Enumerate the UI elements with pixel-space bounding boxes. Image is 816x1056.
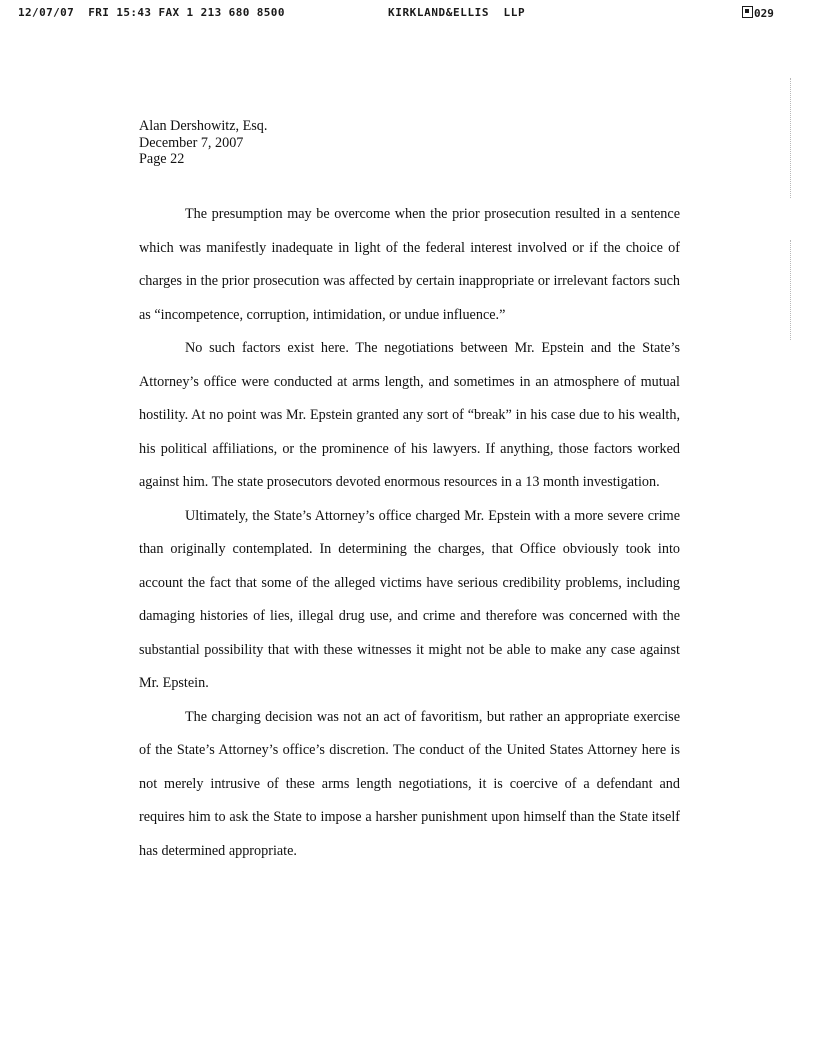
- fax-header: [0, 6, 816, 22]
- paragraph-presumption: The presumption may be overcome when the prior prosecution resulted in a sentence which was manifestly inadequate in light of the federal interest involved or if the choice of charges in the prior prosecution was affected by certain inappropriate or irrelevant factors such as “incompetence, corruption, intimidation, or undue influence.”: [139, 206, 680, 323]
- recipient-name: Alan Dershowitz, Esq.: [139, 118, 268, 134]
- scan-margin-artifact: [790, 240, 792, 340]
- fax-sender-firm: KIRKLAND&ELLIS LLP: [388, 6, 526, 19]
- fax-transmission-info: 12/07/07 FRI 15:43 FAX 1 213 680 8500: [18, 6, 285, 19]
- scan-margin-artifact: [790, 78, 792, 198]
- fax-page-number: 029: [754, 7, 774, 20]
- letter-body: [139, 198, 680, 868]
- fax-page-number-group: [742, 6, 774, 20]
- letter-date: December 7, 2007: [139, 134, 244, 151]
- paragraph-ultimately: Ultimately, the State’s Attorney’s office charged Mr. Epstein with a more severe crime than originally contemplated. In determining the charges, that Office obviously took into account the fact that some of the alleged victims have serious credibility problems, including damaging histories of lies, illegal drug use, and crime and therefore was concerned with the substantial possibility that with these witnesses it might not be able to make any case against Mr. Epstein.: [139, 507, 680, 691]
- fax-page-icon: [742, 6, 753, 18]
- page-label: Page 22: [139, 151, 185, 167]
- address-block: [139, 118, 267, 168]
- paragraph-no-such-factors: No such factors exist here. The negotiations between Mr. Epstein and the State’s Attorney’s office were conducted at arms length, and sometimes in an atmosphere of mutual hostility. At no point was Mr. Epstein granted any sort of “break” in his case due to his wealth, his political affiliations, or the prominence of his lawyers. If anything, those factors worked against him. The state prosecutors devoted enormous resources in a 13 month investigation.: [139, 340, 680, 490]
- paragraph-charging-decision: The charging decision was not an act of favoritism, but rather an appropriate exercise of the State’s Attorney’s office’s discretion. The conduct of the United States Attorney here is not merely intrusive of these arms length negotiations, it is coercive of a defendant and requires him to ask the State to impose a harsher punishment upon himself than the State itself has determined appropriate.: [139, 708, 680, 859]
